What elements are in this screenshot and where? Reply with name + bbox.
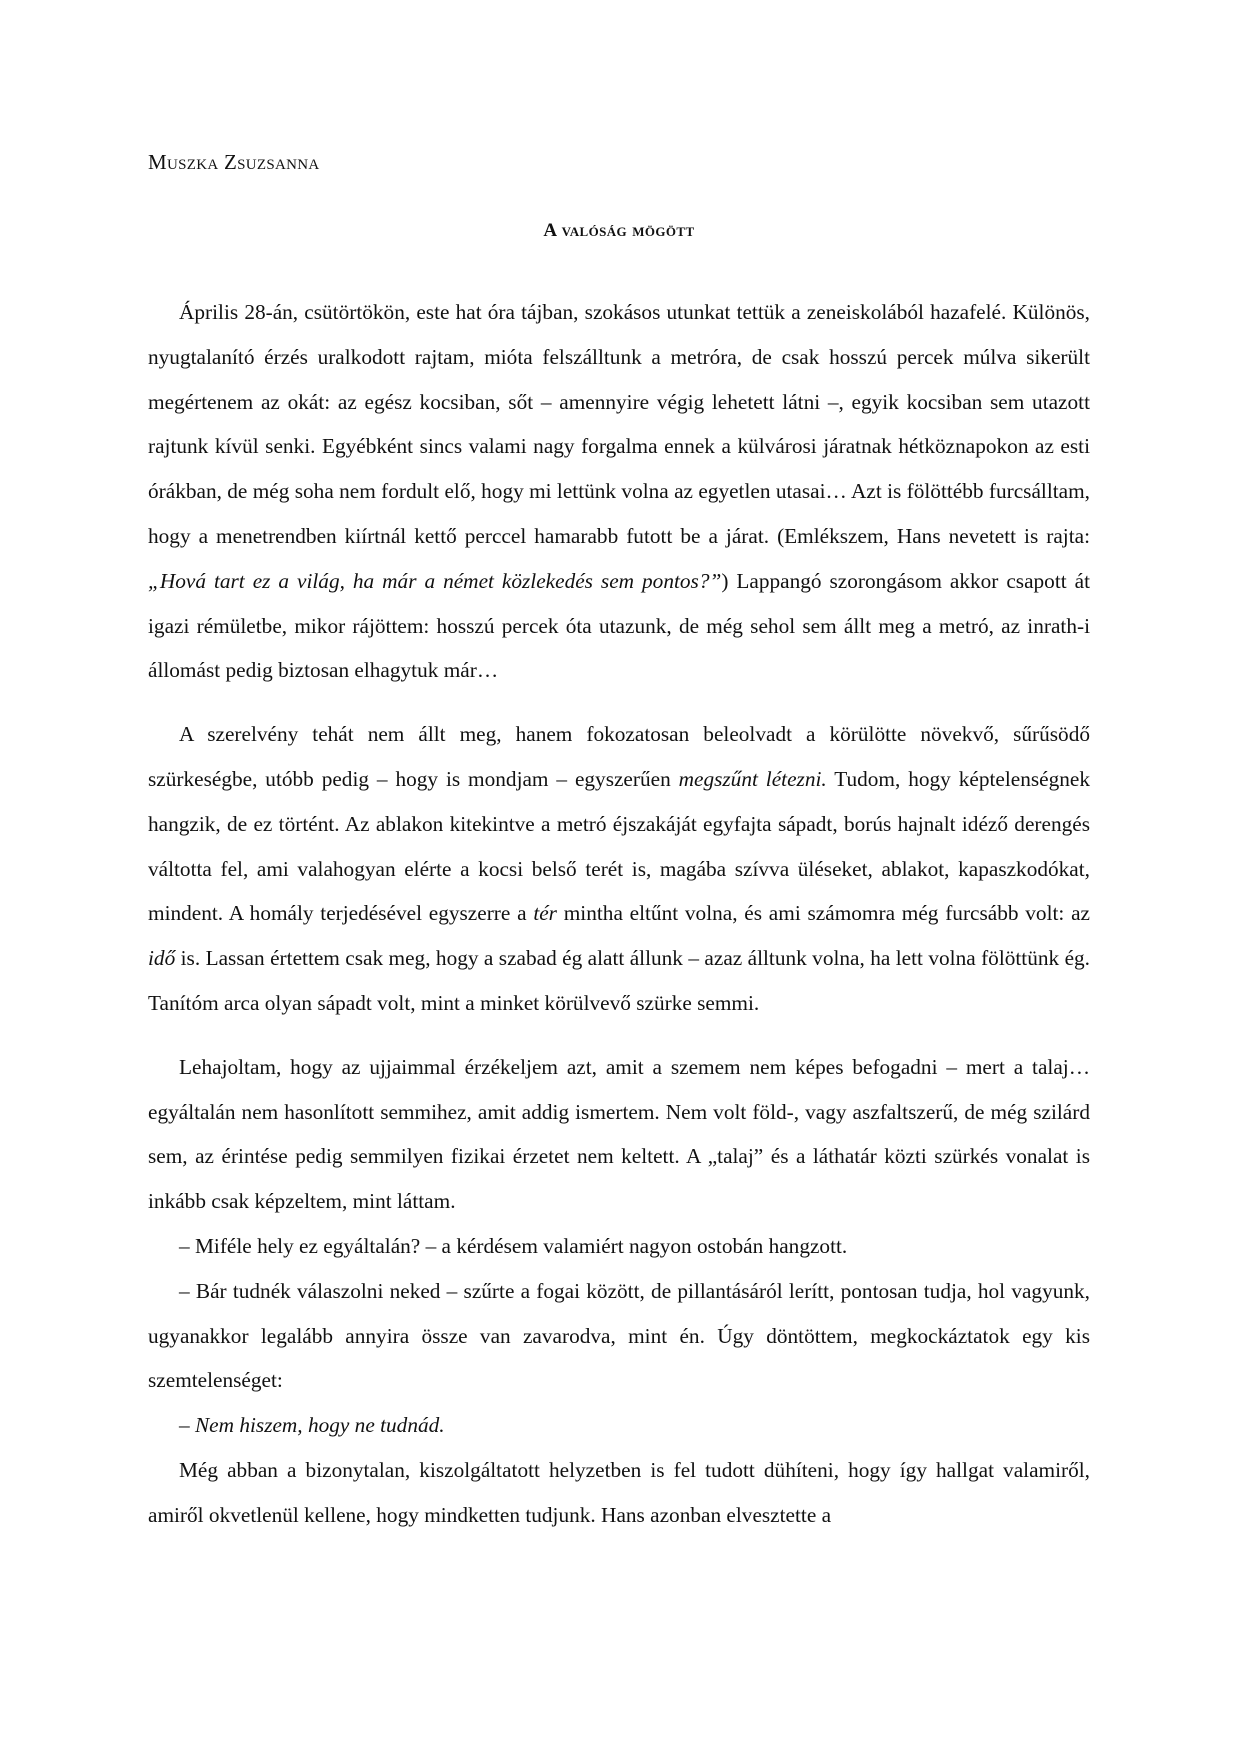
paragraph-5: – Bár tudnék válaszolni neked – szűrte a fogai között, de pillantásáról lerítt, pontosan tudja, hol vagyunk, ugyanakkor legalább annyira össze van zavarodva, mint én. Úgy döntöttem, megkockáztatok egy kis szemtelenséget: <box>148 1278 1090 1393</box>
paragraph-2-emphasis-2: tér <box>533 901 557 926</box>
paragraph-1-quote: „Hová tart ez a világ, ha már a német közlekedés sem pontos?” <box>148 568 722 593</box>
paragraph-1-text-a: Április 28-án, csütörtökön, este hat óra tájban, szokásos utunkat tettük a zeneiskolából hazafelé. Különös, nyugtalanító érzés uralkodott rajtam, mióta felszálltunk a metróra, de csak hosszú percek múlva sikerült megértenem az okát: az egész kocsiban, sőt – amennyire végig lehetett látni –, egyik kocsiban sem utazott rajtunk kívül senki. Egyébként sincs valami nagy forgalma ennek a külvárosi járatnak hétköznapokon az esti órákban, de még soha nem fordult elő, hogy mi lettünk volna az egyetlen utasai… Azt is fölöttébb furcsálltam, hogy a menetrendben kiírtnál kettő perccel hamarabb futott be a járat. (Emlékszem, Hans nevetett is rajta: <box>148 300 1090 548</box>
paragraph-7: Még abban a bizonytalan, kiszolgáltatott helyzetben is fel tudott dühíteni, hogy így hallgat valamiről, amiről okvetlenül kellene, hogy mindketten tudjunk. Hans azonban elvesztette a <box>148 1457 1090 1527</box>
paragraph-2-text-d: is. Lassan értettem csak meg, hogy a szabad ég alatt állunk – azaz álltunk volna, ha lett volna fölöttünk ég. Tanítóm arca olyan sápadt volt, mint a minket körülvevő szürke semmi. <box>148 946 1090 1015</box>
paragraph-2-text-b: Tudom, hogy képtelenségnek hangzik, de ez történt. Az ablakon kitekintve a metró éjszakáját egyfajta sápadt, borús hajnalt idéző derengés váltotta fel, ami valahogyan elérte a kocsi belső terét is, magába szívva üléseket, ablakot, kapaszkodókat, mindent. A homály terjedésével egyszerre a <box>148 766 1090 926</box>
paragraph-2-text-a: A szerelvény tehát nem állt meg, hanem fokozatosan beleolvadt a körülötte növekvő, sűrűsödő szürkeségbe, utóbb pedig – hogy is mondjam – egyszerűen <box>148 722 1090 791</box>
paragraph-3: Lehajoltam, hogy az ujjaimmal érzékeljem azt, amit a szemem nem képes befogadni – mert a talaj… egyáltalán nem hasonlított semmihez, amit addig ismertem. Nem volt föld-, vagy aszfaltszerű, de még szilárd sem, az érintése pedig semmilyen fizikai érzetet nem keltett. A „talaj” és a láthatár közti szürkés vonalat is inkább csak képzeltem, mint láttam. <box>148 1054 1090 1214</box>
paragraph-1 <box>148 290 1090 693</box>
story-title: A valóság mögött <box>543 220 695 241</box>
paragraph-2-emphasis-1: megszűnt létezni. <box>678 766 827 791</box>
paragraph-6 <box>148 1403 1090 1448</box>
paragraph-2 <box>148 712 1090 1026</box>
paragraph-2-text-c: mintha eltűnt volna, és ami számomra még furcsább volt: az <box>556 901 1090 926</box>
paragraph-2-emphasis-3: idő <box>148 946 176 971</box>
paragraph-1-text-b: ) Lappangó szorongásom akkor csapott át igazi rémületbe, mikor rájöttem: hosszú percek óta utazunk, de még sehol sem állt meg a metró, az inrath-i állomást pedig biztosan elhagytuk már… <box>148 568 1091 683</box>
story-body <box>148 290 1090 1538</box>
paragraph-6-italic: – Nem hiszem, hogy ne tudnád. <box>179 1413 445 1438</box>
author-name: Muszka Zsuzsanna <box>148 150 320 174</box>
paragraph-4: – Miféle hely ez egyáltalán? – a kérdésem valamiért nagyon ostobán hangzott. <box>179 1233 848 1258</box>
